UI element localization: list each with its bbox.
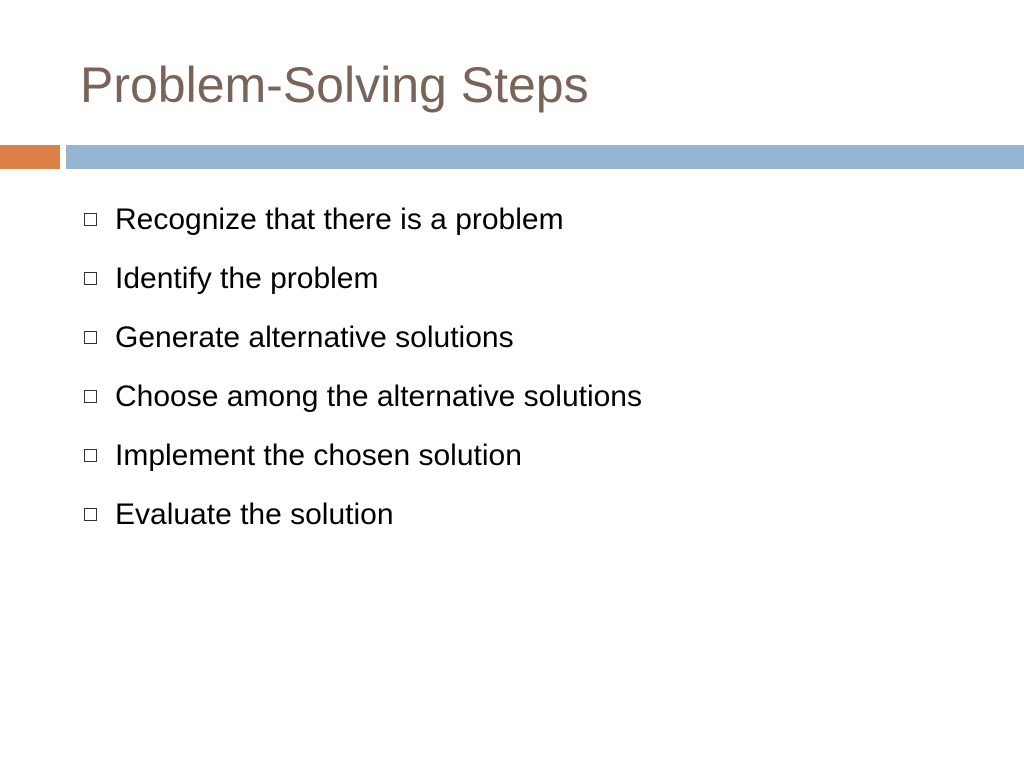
accent-bar	[0, 145, 60, 169]
bullet-list	[80, 190, 642, 544]
bullet-text: Recognize that there is a problem	[115, 202, 564, 236]
hollow-square-icon	[84, 449, 97, 462]
bullet-text: Generate alternative solutions	[115, 320, 514, 354]
bullet-item	[80, 308, 642, 367]
hollow-square-icon	[84, 508, 97, 521]
title-divider-bar	[66, 145, 1024, 169]
bullet-text: Evaluate the solution	[115, 497, 394, 531]
bullet-item	[80, 367, 642, 426]
hollow-square-icon	[84, 272, 97, 285]
hollow-square-icon	[84, 331, 97, 344]
bullet-item	[80, 485, 642, 544]
bullet-text: Choose among the alternative solutions	[115, 379, 642, 413]
hollow-square-icon	[84, 390, 97, 403]
bullet-text: Identify the problem	[115, 261, 379, 295]
bullet-item	[80, 190, 642, 249]
bullet-item	[80, 249, 642, 308]
slide-title: Problem-Solving Steps	[80, 57, 589, 113]
bullet-item	[80, 426, 642, 485]
hollow-square-icon	[84, 213, 97, 226]
bullet-text: Implement the chosen solution	[115, 438, 522, 472]
